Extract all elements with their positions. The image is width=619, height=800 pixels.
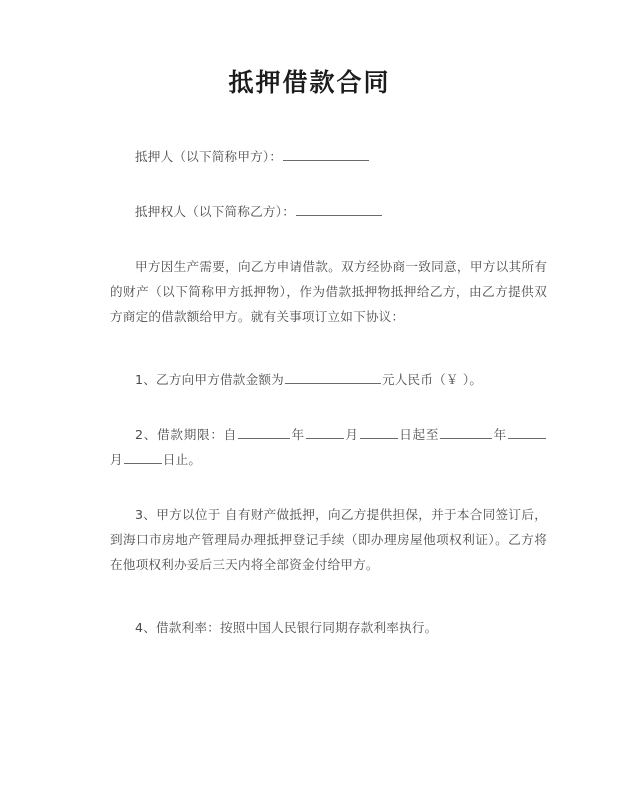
clause-2-day-unit-2: 日止。 — [162, 452, 202, 467]
clause-4 — [110, 615, 547, 640]
clause-2-end-month-blank-field[interactable] — [508, 425, 546, 439]
mortgagor-line — [110, 144, 547, 169]
clause-3 — [110, 502, 547, 577]
clause-2-month-unit: 月 — [344, 427, 359, 442]
clause-2-number: 2、 — [135, 427, 158, 442]
mortgagee-blank-field[interactable] — [296, 202, 382, 216]
clause-2-start-year-blank-field[interactable] — [238, 425, 290, 439]
clause-2-end-year-blank-field[interactable] — [440, 425, 492, 439]
title-spacer — [0, 98, 619, 144]
spacer-after-preamble — [110, 329, 547, 367]
clause-4-number: 4、 — [135, 620, 157, 635]
preamble-paragraph: 甲方因生产需要，向乙方申请借款。双方经协商一致同意，甲方以其所有的财产（以下简称甲方抵押物），作为借款抵押物抵押给乙方，由乙方提供双方商定的借款额给甲方。就有关事项订立如下协议： — [110, 259, 547, 324]
mortgagor-label: 抵押人（以下简称甲方）： — [135, 149, 283, 164]
clause-2-label: 借款期限： — [157, 427, 224, 442]
clause-4-text: 借款利率：按照中国人民银行同期存款利率执行。 — [156, 620, 438, 635]
clause-2-month-unit-2: 月 — [110, 452, 123, 467]
clause-2-end-day-blank-field[interactable] — [124, 450, 162, 464]
clause-3-number: 3、 — [135, 507, 157, 522]
spacer-after-mortgagee — [110, 224, 547, 254]
clause-2-from-word: 自 — [223, 427, 237, 442]
spacer-after-mortgagor — [110, 169, 547, 199]
mortgagee-label: 抵押权人（以下简称乙方）： — [135, 204, 296, 219]
clause-2-start-day-blank-field[interactable] — [360, 425, 398, 439]
spacer-after-clause-3 — [110, 577, 547, 615]
clause-2-day-unit: 日起至 — [398, 427, 440, 442]
clause-1 — [110, 367, 547, 392]
clause-2-year-unit: 年 — [290, 427, 305, 442]
clause-1-text-before: 乙方向甲方借款金额为 — [156, 372, 284, 387]
clause-1-text-after: 元人民币（￥ ）。 — [381, 372, 483, 387]
clause-2 — [110, 422, 547, 472]
clause-2-year-unit-2: 年 — [493, 427, 507, 442]
mortgagee-line — [110, 199, 547, 224]
mortgagor-blank-field[interactable] — [283, 147, 369, 161]
spacer-after-clause-1 — [110, 392, 547, 422]
clause-1-amount-blank-field[interactable] — [285, 370, 381, 384]
clause-3-text: 甲方以位于 自有财产做抵押，向乙方提供担保，并于本合同签订后，到海口市房地产管理局办理抵押登记手续（即办理房屋他项权利证）。乙方将在他项权利办妥后三天内将全部资金付给甲方。 — [110, 507, 548, 572]
document-body — [0, 144, 619, 640]
clause-2-start-month-blank-field[interactable] — [306, 425, 344, 439]
spacer-after-clause-2 — [110, 472, 547, 502]
clause-1-number: 1、 — [135, 372, 157, 387]
page-title: 抵押借款合同 — [228, 68, 391, 97]
